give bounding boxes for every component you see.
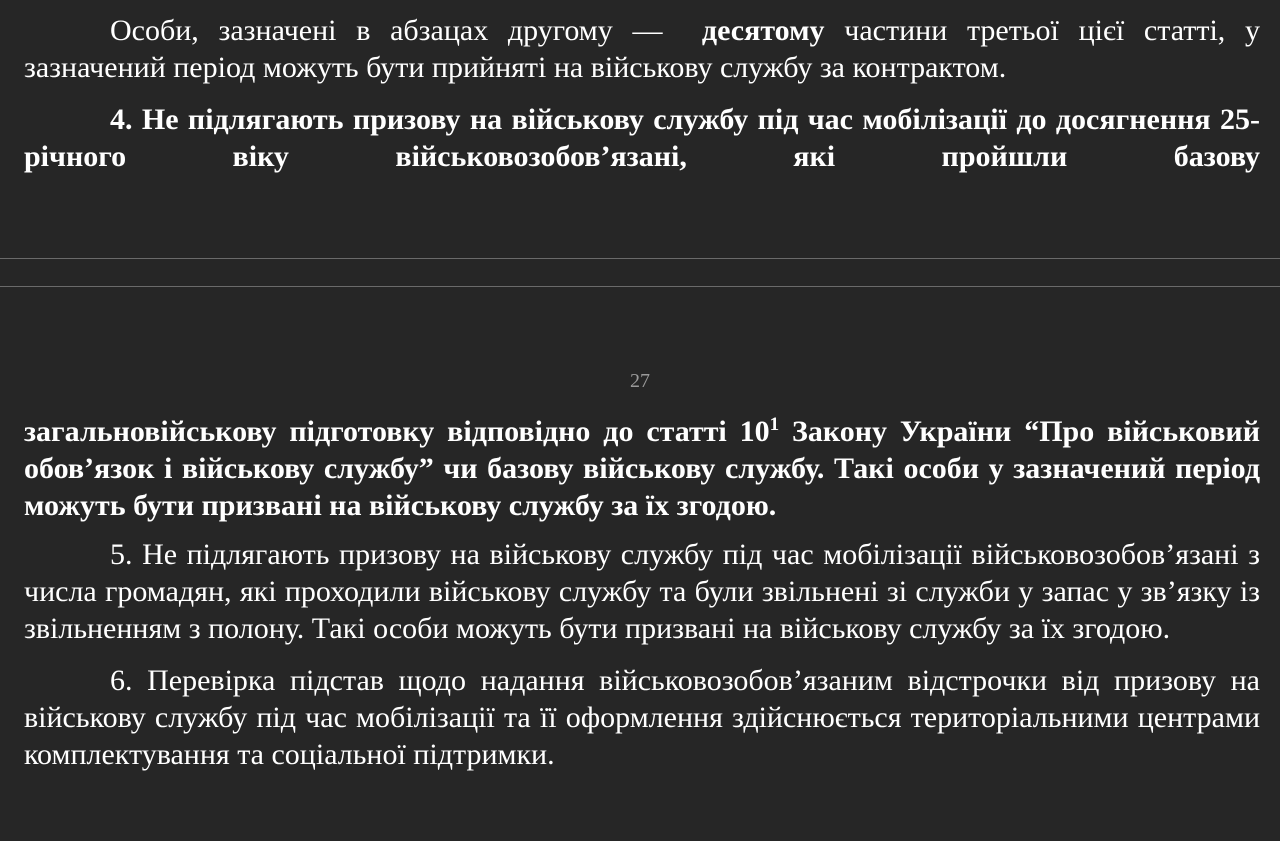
paragraph-text: Закону України “Про військовий обов’язок і військову службу” чи базову військову службу. Такі особи у зазначений період можуть бути призвані на військову службу за їх згодою. bbox=[24, 415, 1260, 522]
page-break-line-bottom bbox=[0, 286, 1280, 287]
paragraph-item-6: 6. Перевірка підстав щодо надання військовозобов’язаним відстрочки від призову на військову службу під час мобілізації та її оформлення здійснюється територіальними центрами комплектування та соціальної підтримки. bbox=[24, 664, 1260, 771]
paragraph-text: частини третьої цієї статті, у зазначений період можуть бути прийняті на військову службу за контрактом. bbox=[24, 14, 1261, 84]
page-break-line-top bbox=[0, 258, 1280, 259]
bold-emphasis: десятому bbox=[701, 14, 825, 47]
paragraph-text: Особи, зазначені в абзацах другому — bbox=[110, 14, 663, 47]
page-bottom-fragment bbox=[24, 413, 1260, 773]
paragraph-item-4-continued bbox=[24, 413, 1260, 524]
paragraph-item-5: 5. Не підлягають призову на військову службу під час мобілізації військовозобов’язані з числа громадян, які проходили військову службу та були звільнені зі служби у запас у зв’язку із звільненням з полону. Такі особи можуть бути призвані на військову службу за їх згодою. bbox=[24, 538, 1260, 645]
paragraph-item-4-start: 4. Не підлягають призову на військову службу під час мобілізації до досягнення 25-річного віку військовозобов’язані, які пройшли базову bbox=[24, 103, 1260, 173]
page-number: 27 bbox=[630, 370, 650, 392]
superscript: 1 bbox=[769, 414, 780, 435]
page-top-fragment bbox=[24, 12, 1260, 175]
paragraph-contract-service bbox=[24, 12, 1260, 86]
paragraph-text: загальновійськову підготовку відповідно до статті 10 bbox=[24, 415, 770, 448]
